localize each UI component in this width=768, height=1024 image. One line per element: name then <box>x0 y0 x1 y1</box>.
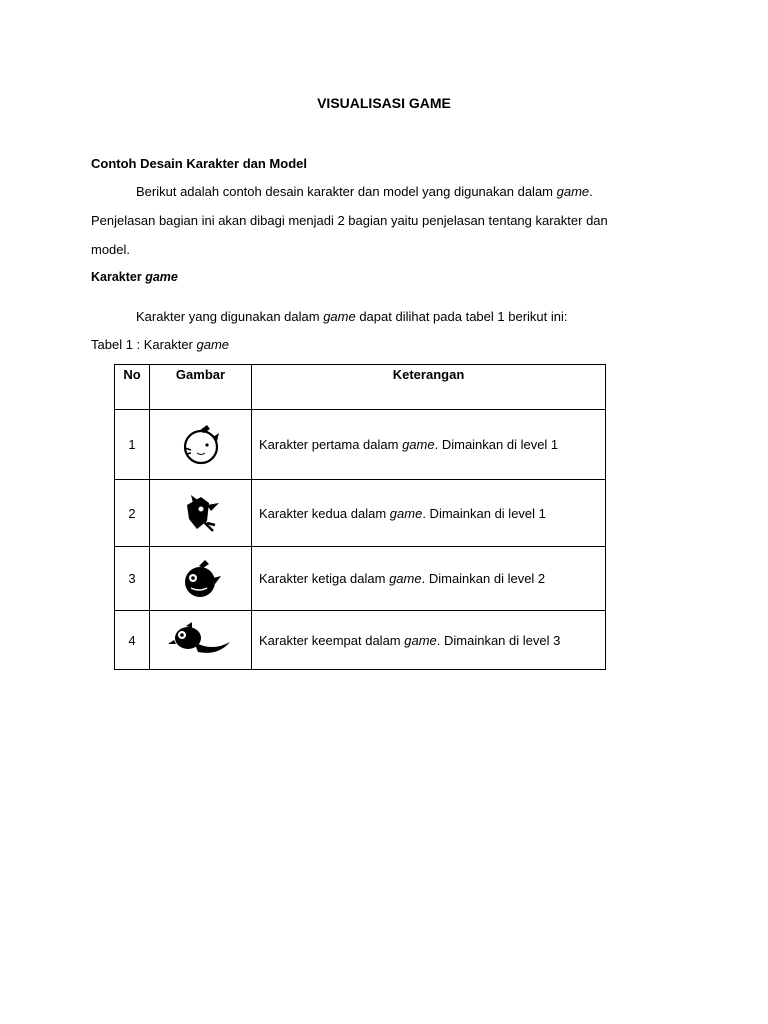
table-row <box>115 410 606 480</box>
row-description: Karakter pertama dalam game. Dimainkan di level 1 <box>252 410 606 480</box>
page-title: VISUALISASI GAME <box>317 95 451 111</box>
intro-line-2: Penjelasan bagian ini akan dibagi menjadi 2 bagian yaitu penjelasan tentang karakter dan <box>91 213 608 228</box>
table-header-row <box>115 365 606 410</box>
header-image: Gambar <box>150 365 252 410</box>
header-description: Keterangan <box>252 365 606 410</box>
bird-character-3-icon <box>150 558 251 600</box>
header-no: No <box>115 365 150 410</box>
row-image <box>150 480 252 547</box>
row-number: 2 <box>115 480 150 547</box>
row-description: Karakter kedua dalam game. Dimainkan di level 1 <box>252 480 606 547</box>
row-number: 1 <box>115 410 150 480</box>
character-table <box>114 364 606 670</box>
intro-line-1: Berikut adalah contoh desain karakter dan model yang digunakan dalam game. <box>136 184 593 199</box>
table-caption: Tabel 1 : Karakter game <box>91 337 230 352</box>
table-row <box>115 611 606 670</box>
bird-character-1-icon <box>150 423 251 467</box>
table-row <box>115 480 606 547</box>
bird-character-2-icon <box>150 491 251 535</box>
row-image <box>150 611 252 670</box>
row-number: 3 <box>115 547 150 611</box>
table-intro: Karakter yang digunakan dalam game dapat dilihat pada tabel 1 berikut ini: <box>136 309 568 324</box>
row-description: Karakter ketiga dalam game. Dimainkan di level 2 <box>252 547 606 611</box>
table-row <box>115 547 606 611</box>
row-image <box>150 410 252 480</box>
subheading-karakter: Karakter game <box>91 270 178 284</box>
bird-character-4-icon <box>150 622 251 658</box>
row-description: Karakter keempat dalam game. Dimainkan di level 3 <box>252 611 606 670</box>
row-number: 4 <box>115 611 150 670</box>
intro-line-3: model. <box>91 242 131 257</box>
section-heading: Contoh Desain Karakter dan Model <box>91 156 307 171</box>
row-image <box>150 547 252 611</box>
